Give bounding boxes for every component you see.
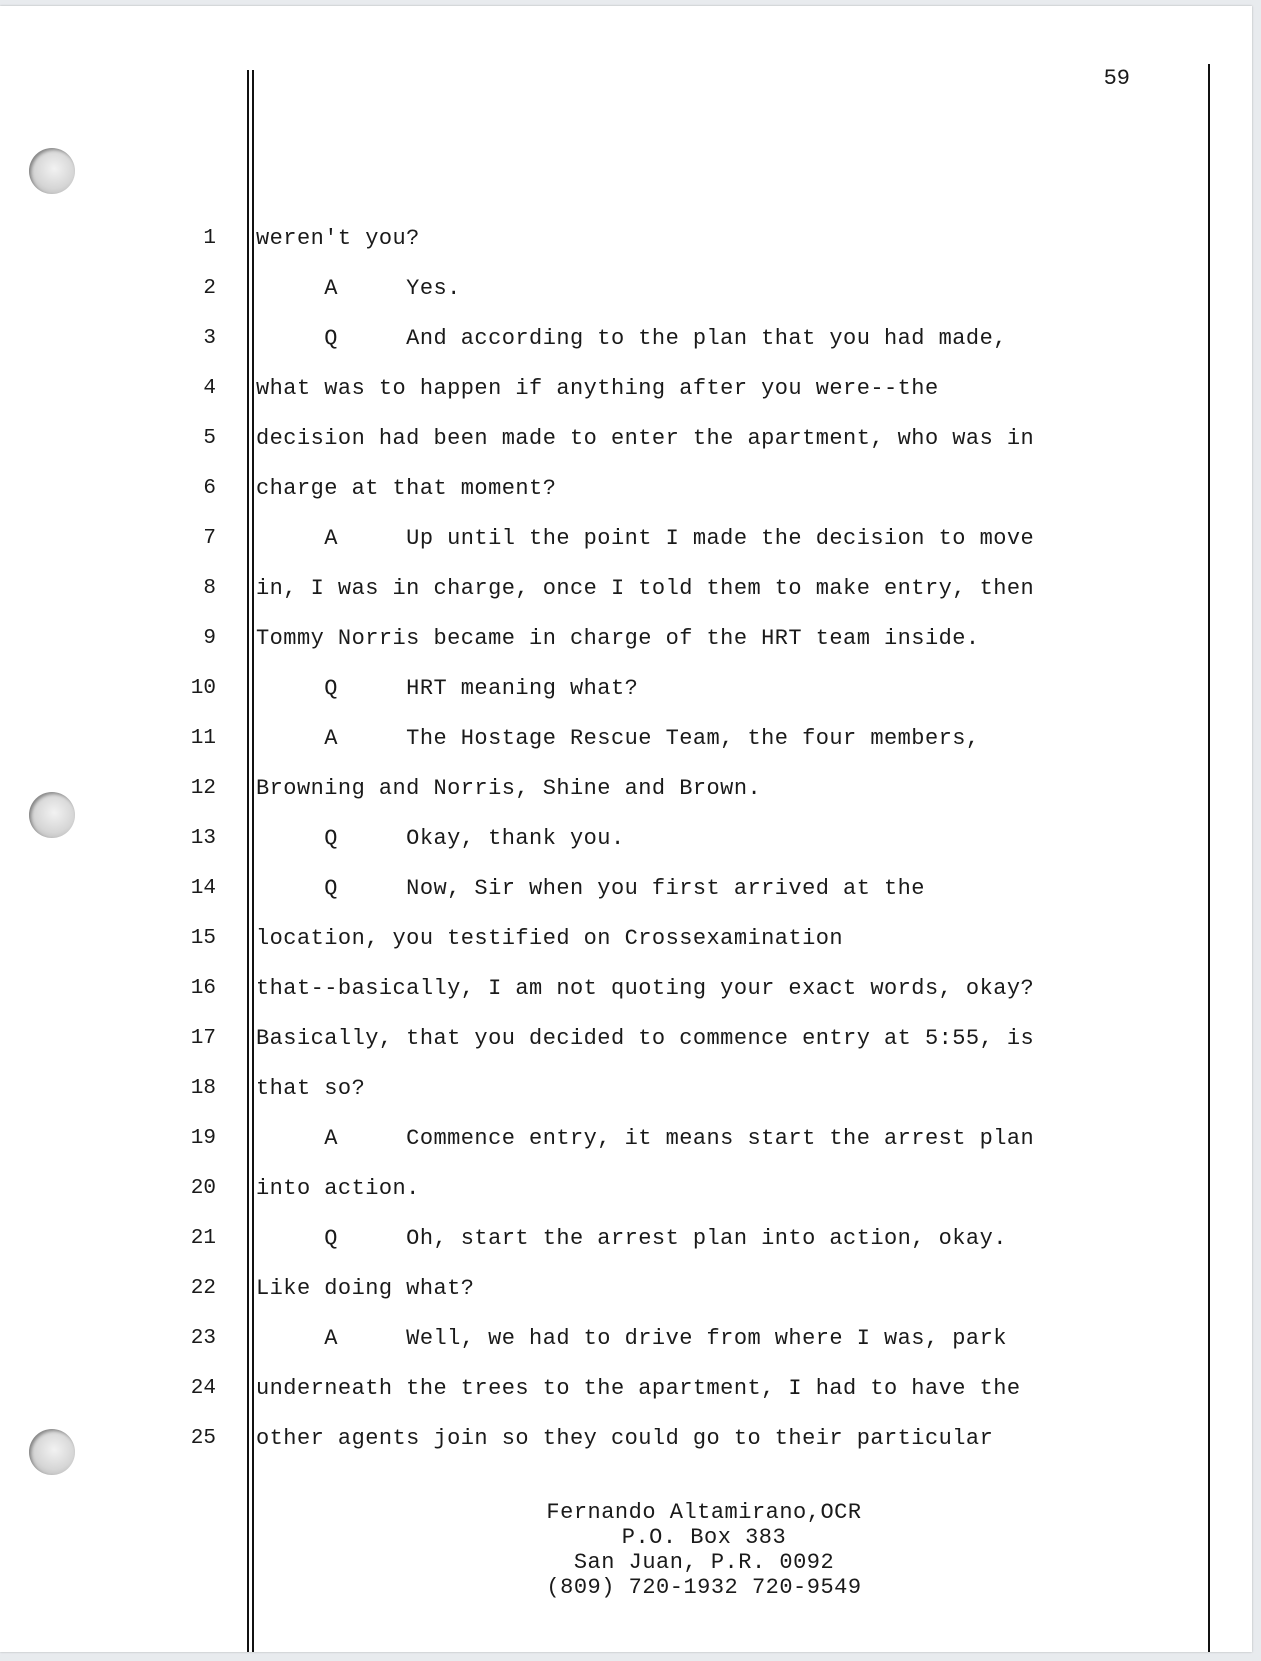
line-text: A The Hostage Rescue Team, the four members, [256,726,980,751]
line-number: 24 [190,1377,216,1400]
page-number: 59 [1103,66,1130,91]
line-text: location, you testified on Crossexamination [256,926,844,951]
line-text: A Commence entry, it means start the arrest plan [256,1126,1035,1151]
line-text: Q Now, Sir when you first arrived at the [256,876,925,901]
line-text: weren't you? [256,226,420,251]
line-text: Q And according to the plan that you had made, [256,326,1007,351]
line-text: Q Okay, thank you. [256,826,625,851]
left-margin-rule-inner [252,70,254,1652]
line-number: 21 [190,1227,216,1250]
line-number: 20 [190,1177,216,1200]
line-number: 22 [190,1277,216,1300]
line-number: 12 [190,777,216,800]
punch-hole-top [29,148,75,194]
line-number: 16 [190,977,216,1000]
line-number: 5 [203,427,216,450]
line-number: 3 [203,327,216,350]
line-text: A Yes. [256,276,461,301]
line-text: other agents join so they could go to their particular [256,1426,994,1451]
line-number: 9 [203,627,216,650]
line-number: 4 [203,377,216,400]
line-text: into action. [256,1176,420,1201]
line-text: that--basically, I am not quoting your exact words, okay? [256,976,1035,1001]
line-number: 17 [190,1027,216,1050]
line-number: 15 [190,927,216,950]
line-number: 23 [190,1327,216,1350]
punch-hole-bottom [29,1429,75,1475]
line-number: 19 [190,1127,216,1150]
line-text: Q Oh, start the arrest plan into action, okay. [256,1226,1007,1251]
line-text: Basically, that you decided to commence entry at 5:55, is [256,1026,1035,1051]
left-margin-rule-outer [247,70,249,1652]
line-number: 13 [190,827,216,850]
line-number: 25 [190,1427,216,1450]
line-number: 10 [190,677,216,700]
line-number: 11 [190,727,216,750]
line-text: Browning and Norris, Shine and Brown. [256,776,762,801]
line-number: 6 [203,477,216,500]
reporter-footer [456,1500,952,1600]
line-text: underneath the trees to the apartment, I had to have the [256,1376,1021,1401]
line-number: 2 [203,277,216,300]
line-text: decision had been made to enter the apartment, who was in [256,426,1035,451]
line-text: Tommy Norris became in charge of the HRT team inside. [256,626,980,651]
reporter-po-box: P.O. Box 383 [621,1525,787,1550]
reporter-name: Fernando Altamirano,OCR [546,1500,862,1525]
line-number: 1 [203,227,216,250]
line-text: charge at that moment? [256,476,557,501]
transcript-page [0,6,1252,1652]
reporter-city: San Juan, P.R. 0092 [573,1550,835,1575]
line-number: 8 [203,577,216,600]
line-text: Like doing what? [256,1276,475,1301]
line-text: that so? [256,1076,366,1101]
right-margin-rule [1208,64,1210,1652]
line-text: A Up until the point I made the decision to move [256,526,1035,551]
line-text: Q HRT meaning what? [256,676,639,701]
line-number: 18 [190,1077,216,1100]
punch-hole-middle [29,792,75,838]
line-text: in, I was in charge, once I told them to make entry, then [256,576,1035,601]
line-text: A Well, we had to drive from where I was, park [256,1326,1007,1351]
line-number: 14 [190,877,216,900]
line-text: what was to happen if anything after you were--the [256,376,939,401]
reporter-phone: (809) 720-1932 720-9549 [546,1575,862,1600]
line-number: 7 [203,527,216,550]
